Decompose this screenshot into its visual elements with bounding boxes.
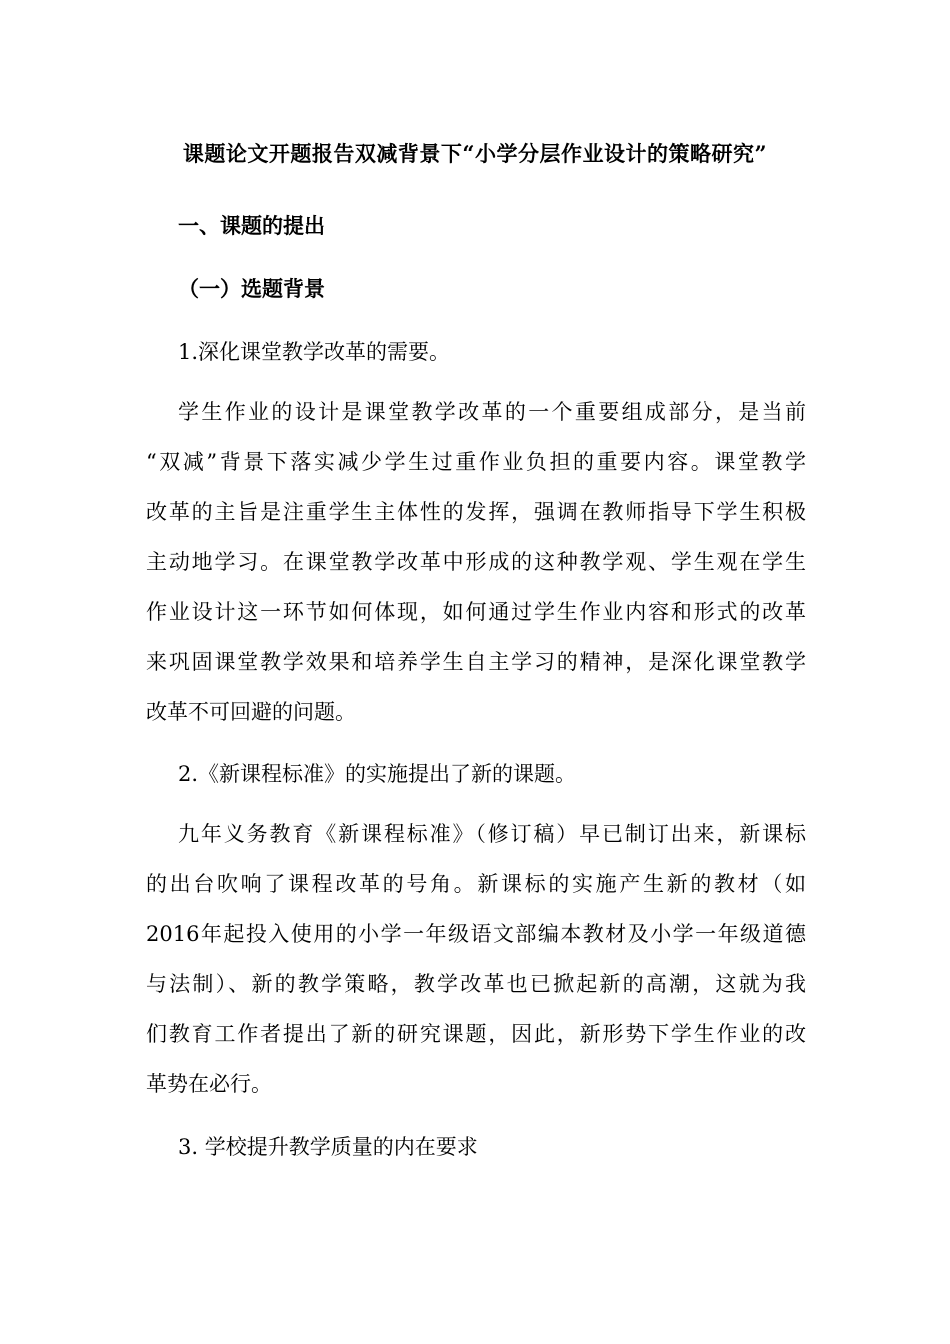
paragraph-line: 的出台吹响了课程改革的号角。新课标的实施产生新的教材（如	[146, 872, 806, 896]
subsection-heading: 1.深化课堂教学改革的需要。	[178, 340, 451, 364]
section-heading-1: 一、课题的提出	[178, 213, 325, 238]
subsection-heading: 3. 学校提升教学质量的内在要求	[178, 1135, 478, 1159]
paragraph-line: 改革的主旨是注重学生主体性的发挥，强调在教师指导下学生积极	[146, 500, 806, 524]
paragraph-line: 学生作业的设计是课堂教学改革的一个重要组成部分，是当前	[178, 400, 806, 424]
paragraph-line: “双减”背景下落实减少学生过重作业负担的重要内容。课堂教学	[146, 450, 806, 474]
paragraph-line: 来巩固课堂教学效果和培养学生自主学习的精神，是深化课堂教学	[146, 650, 806, 674]
paragraph-line: 作业设计这一环节如何体现，如何通过学生作业内容和形式的改革	[146, 600, 806, 624]
paragraph-line: 2016年起投入使用的小学一年级语文部编本教材及小学一年级道德	[146, 922, 806, 946]
paragraph-line: 与法制）、新的教学策略，教学改革也已掀起新的高潮，这就为我	[146, 972, 806, 996]
paragraph-line: 们教育工作者提出了新的研究课题，因此，新形势下学生作业的改	[146, 1022, 806, 1046]
subsection-heading: 2.《新课程标准》的实施提出了新的课题。	[178, 762, 577, 786]
paragraph-line: 革势在必行。	[146, 1072, 272, 1096]
document-title: 课题论文开题报告双减背景下“小学分层作业设计的策略研究”	[182, 141, 768, 166]
paragraph-line: 改革不可回避的问题。	[146, 700, 356, 724]
paragraph-line: 主动地学习。在课堂教学改革中形成的这种教学观、学生观在学生	[146, 550, 806, 574]
section-heading-2: （一）选题背景	[178, 276, 325, 301]
paragraph-line: 九年义务教育《新课程标准》（修订稿）早已制订出来，新课标	[178, 822, 806, 846]
